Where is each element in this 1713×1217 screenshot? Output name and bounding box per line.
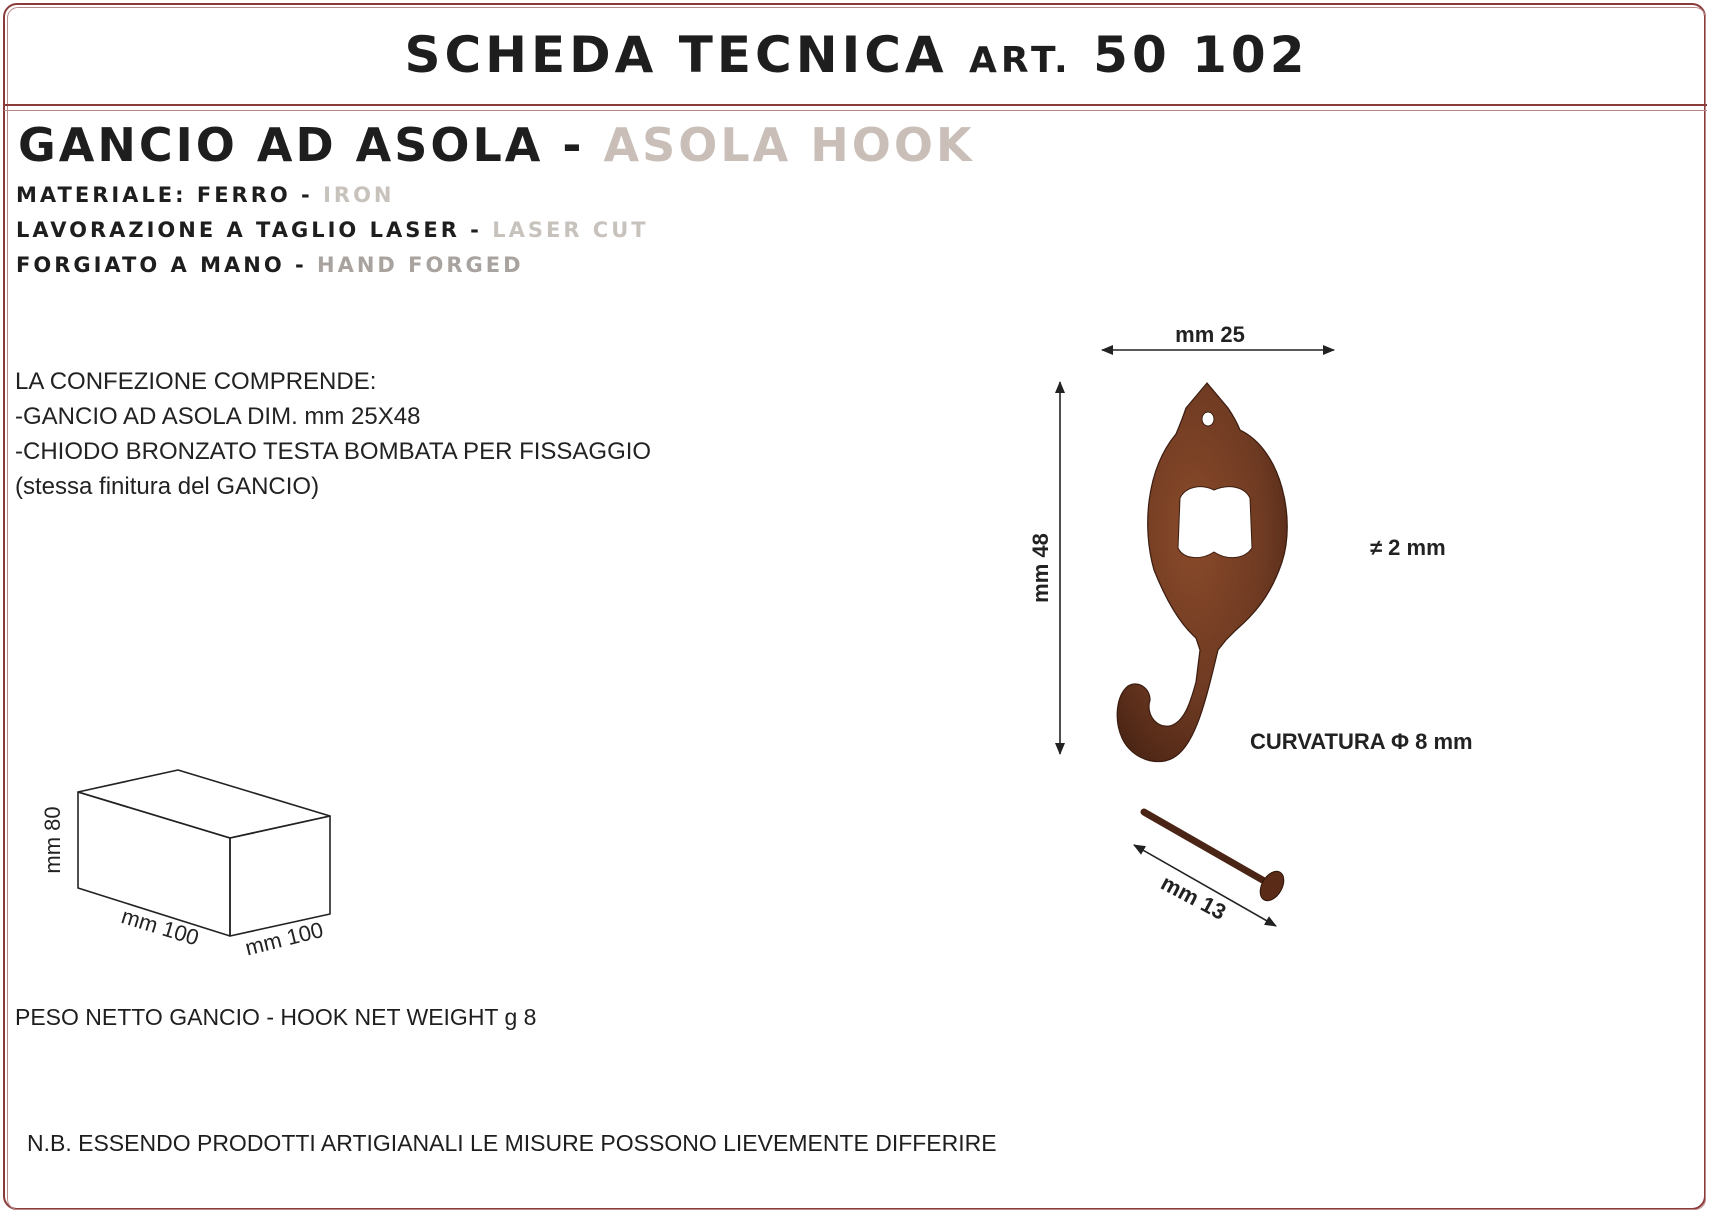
sheet-title-number: 50 102 [1093, 26, 1309, 84]
product-name-it: GANCIO AD ASOLA [18, 118, 544, 172]
sheet-title-main: SCHEDA TECNICA [404, 26, 948, 84]
hook-curvature-label: CURVATURA Φ 8 mm [1250, 729, 1473, 754]
spec-material-it: MATERIALE: FERRO - [16, 183, 313, 207]
product-name-separator: - [562, 118, 585, 172]
net-weight: PESO NETTO GANCIO - HOOK NET WEIGHT g 8 [15, 1004, 537, 1030]
package-contents [15, 364, 651, 504]
package-item-finish: (stessa finitura del GANCIO) [15, 473, 320, 500]
hook-body [1117, 383, 1287, 762]
spec-forging [16, 253, 524, 277]
box-width-label: mm 100 [242, 916, 326, 961]
nail-shank [1144, 812, 1266, 882]
hook-diagram [1000, 300, 1520, 940]
hook-thickness-label: ≠ 2 mm [1370, 535, 1446, 560]
spec-forging-it: FORGIATO A MANO - [16, 253, 307, 277]
hook-width-label: mm 25 [1175, 322, 1245, 347]
sheet-title-art: ART. [969, 40, 1072, 81]
package-item-hook: -GANCIO AD ASOLA DIM. mm 25X48 [15, 403, 421, 430]
nail-head [1255, 867, 1288, 905]
hook-image [1117, 383, 1287, 762]
product-name-en: ASOLA HOOK [603, 118, 975, 172]
hook-mount-hole [1202, 412, 1214, 426]
box-height-label: mm 80 [40, 806, 65, 874]
product-title [18, 118, 975, 172]
nail-length-label: mm 13 [1156, 869, 1231, 925]
spec-processing-en: LASER CUT [492, 218, 649, 242]
spec-material [16, 183, 395, 207]
hook-height-label: mm 48 [1028, 533, 1053, 603]
header-divider [4, 104, 1707, 106]
package-item-nail: -CHIODO BRONZATO TESTA BOMBATA PER FISSAGGIO [15, 438, 652, 465]
box-length-label: mm 100 [118, 903, 202, 951]
spec-processing [16, 218, 649, 242]
hook-slot [1178, 487, 1252, 558]
spec-material-en: IRON [323, 183, 395, 207]
package-heading: LA CONFEZIONE COMPRENDE: [15, 368, 377, 395]
spec-processing-it: LAVORAZIONE A TAGLIO LASER - [16, 218, 482, 242]
spec-forging-en: HAND FORGED [317, 253, 524, 277]
header-divider-inner [4, 110, 1707, 111]
sheet-title [0, 26, 1713, 84]
box-diagram [30, 760, 350, 970]
footer-note: N.B. ESSENDO PRODOTTI ARTIGIANALI LE MISURE POSSONO LIEVEMENTE DIFFERIRE [27, 1130, 997, 1156]
